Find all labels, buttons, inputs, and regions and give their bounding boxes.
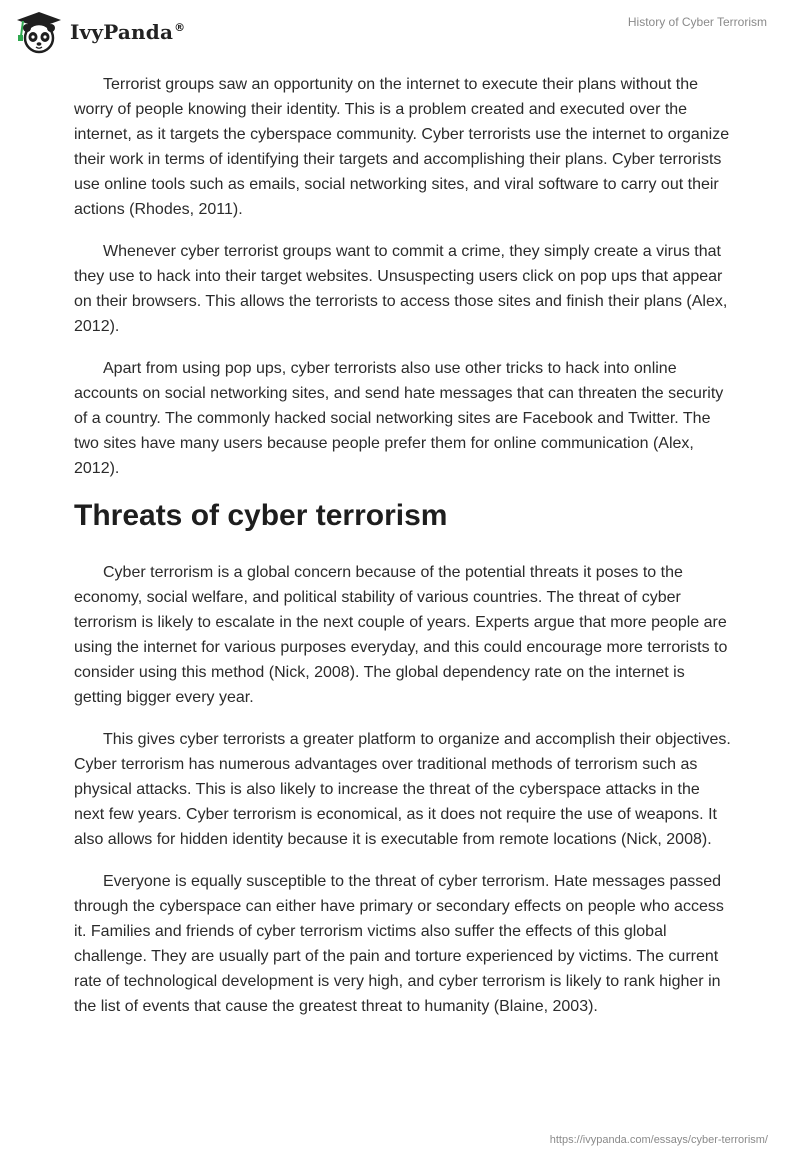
paragraph: Everyone is equally susceptible to the threat of cyber terrorism. Hate messages passed through the cyberspace can either have primary or secondary effects on people who access it. Families and friends of cyber terrorism victims also suffer the effects of this global challenge. They are usually part of the pain and torture experienced by victims. The current rate of technological development is very high, and cyber terrorism is likely to rank higher in the list of events that cause the greatest threat to humanity (Blaine, 2003).	[74, 873, 724, 1015]
registered-mark: ®	[174, 21, 186, 35]
paragraph: This gives cyber terrorists a greater platform to organize and accomplish their objectives. Cyber terrorism has numerous advantages over traditional methods of terrorism such as physical attacks. This is also likely to increase the threat of the cyberspace attacks in the next few years. Cyber terrorism is economical, as it does not require the use of weapons. It also allows for hidden identity because it is executable from remote locations (Nick, 2008).	[74, 731, 731, 848]
panda-graduate-icon	[14, 10, 64, 54]
paragraph: Apart from using pop ups, cyber terrorists also use other tricks to hack into online accounts on social networking sites, and send hate messages that can threaten the security of a country. The commonly hacked social networking sites are Facebook and Twitter. The two sites have many users because people prefer them for online communication (Alex, 2012).	[74, 360, 724, 477]
section-heading: Threats of cyber terrorism	[74, 499, 448, 532]
paragraph: Cyber terrorism is a global concern because of the potential threats it poses to the economy, social welfare, and political stability of various countries. The threat of cyber terrorism is likely to escalate in the next couple of years. Experts argue that more people are using the internet for various purposes everyday, and this could encourage more terrorists to consider using this method (Nick, 2008). The global dependency rate on the internet is getting bigger every year.	[74, 564, 728, 706]
ivypanda-logo[interactable]	[14, 8, 185, 56]
paragraph: Terrorist groups saw an opportunity on the internet to execute their plans without the worry of people knowing their identity. This is a problem created and executed over the internet, as it targets the cyberspace community. Cyber terrorists use the internet to organize their work in terms of identifying their targets and accomplishing their plans. Cyber terrorists use online tools such as emails, social networking sites, and viral software to carry out their actions (Rhodes, 2011).	[74, 76, 730, 218]
paragraph: Whenever cyber terrorist groups want to commit a crime, they simply create a virus that they use to hack into their target websites. Unsuspecting users click on pop ups that appear on their browsers. This allows the terrorists to access those sites and finish their plans (Alex, 2012).	[74, 243, 728, 335]
brand-name: IvyPanda®	[70, 20, 186, 44]
source-url[interactable]: https://ivypanda.com/essays/cyber-terrorism/	[549, 1134, 768, 1146]
page-header	[0, 0, 800, 60]
document-title: History of Cyber Terrorism	[627, 15, 767, 29]
essay-body	[74, 72, 734, 1036]
